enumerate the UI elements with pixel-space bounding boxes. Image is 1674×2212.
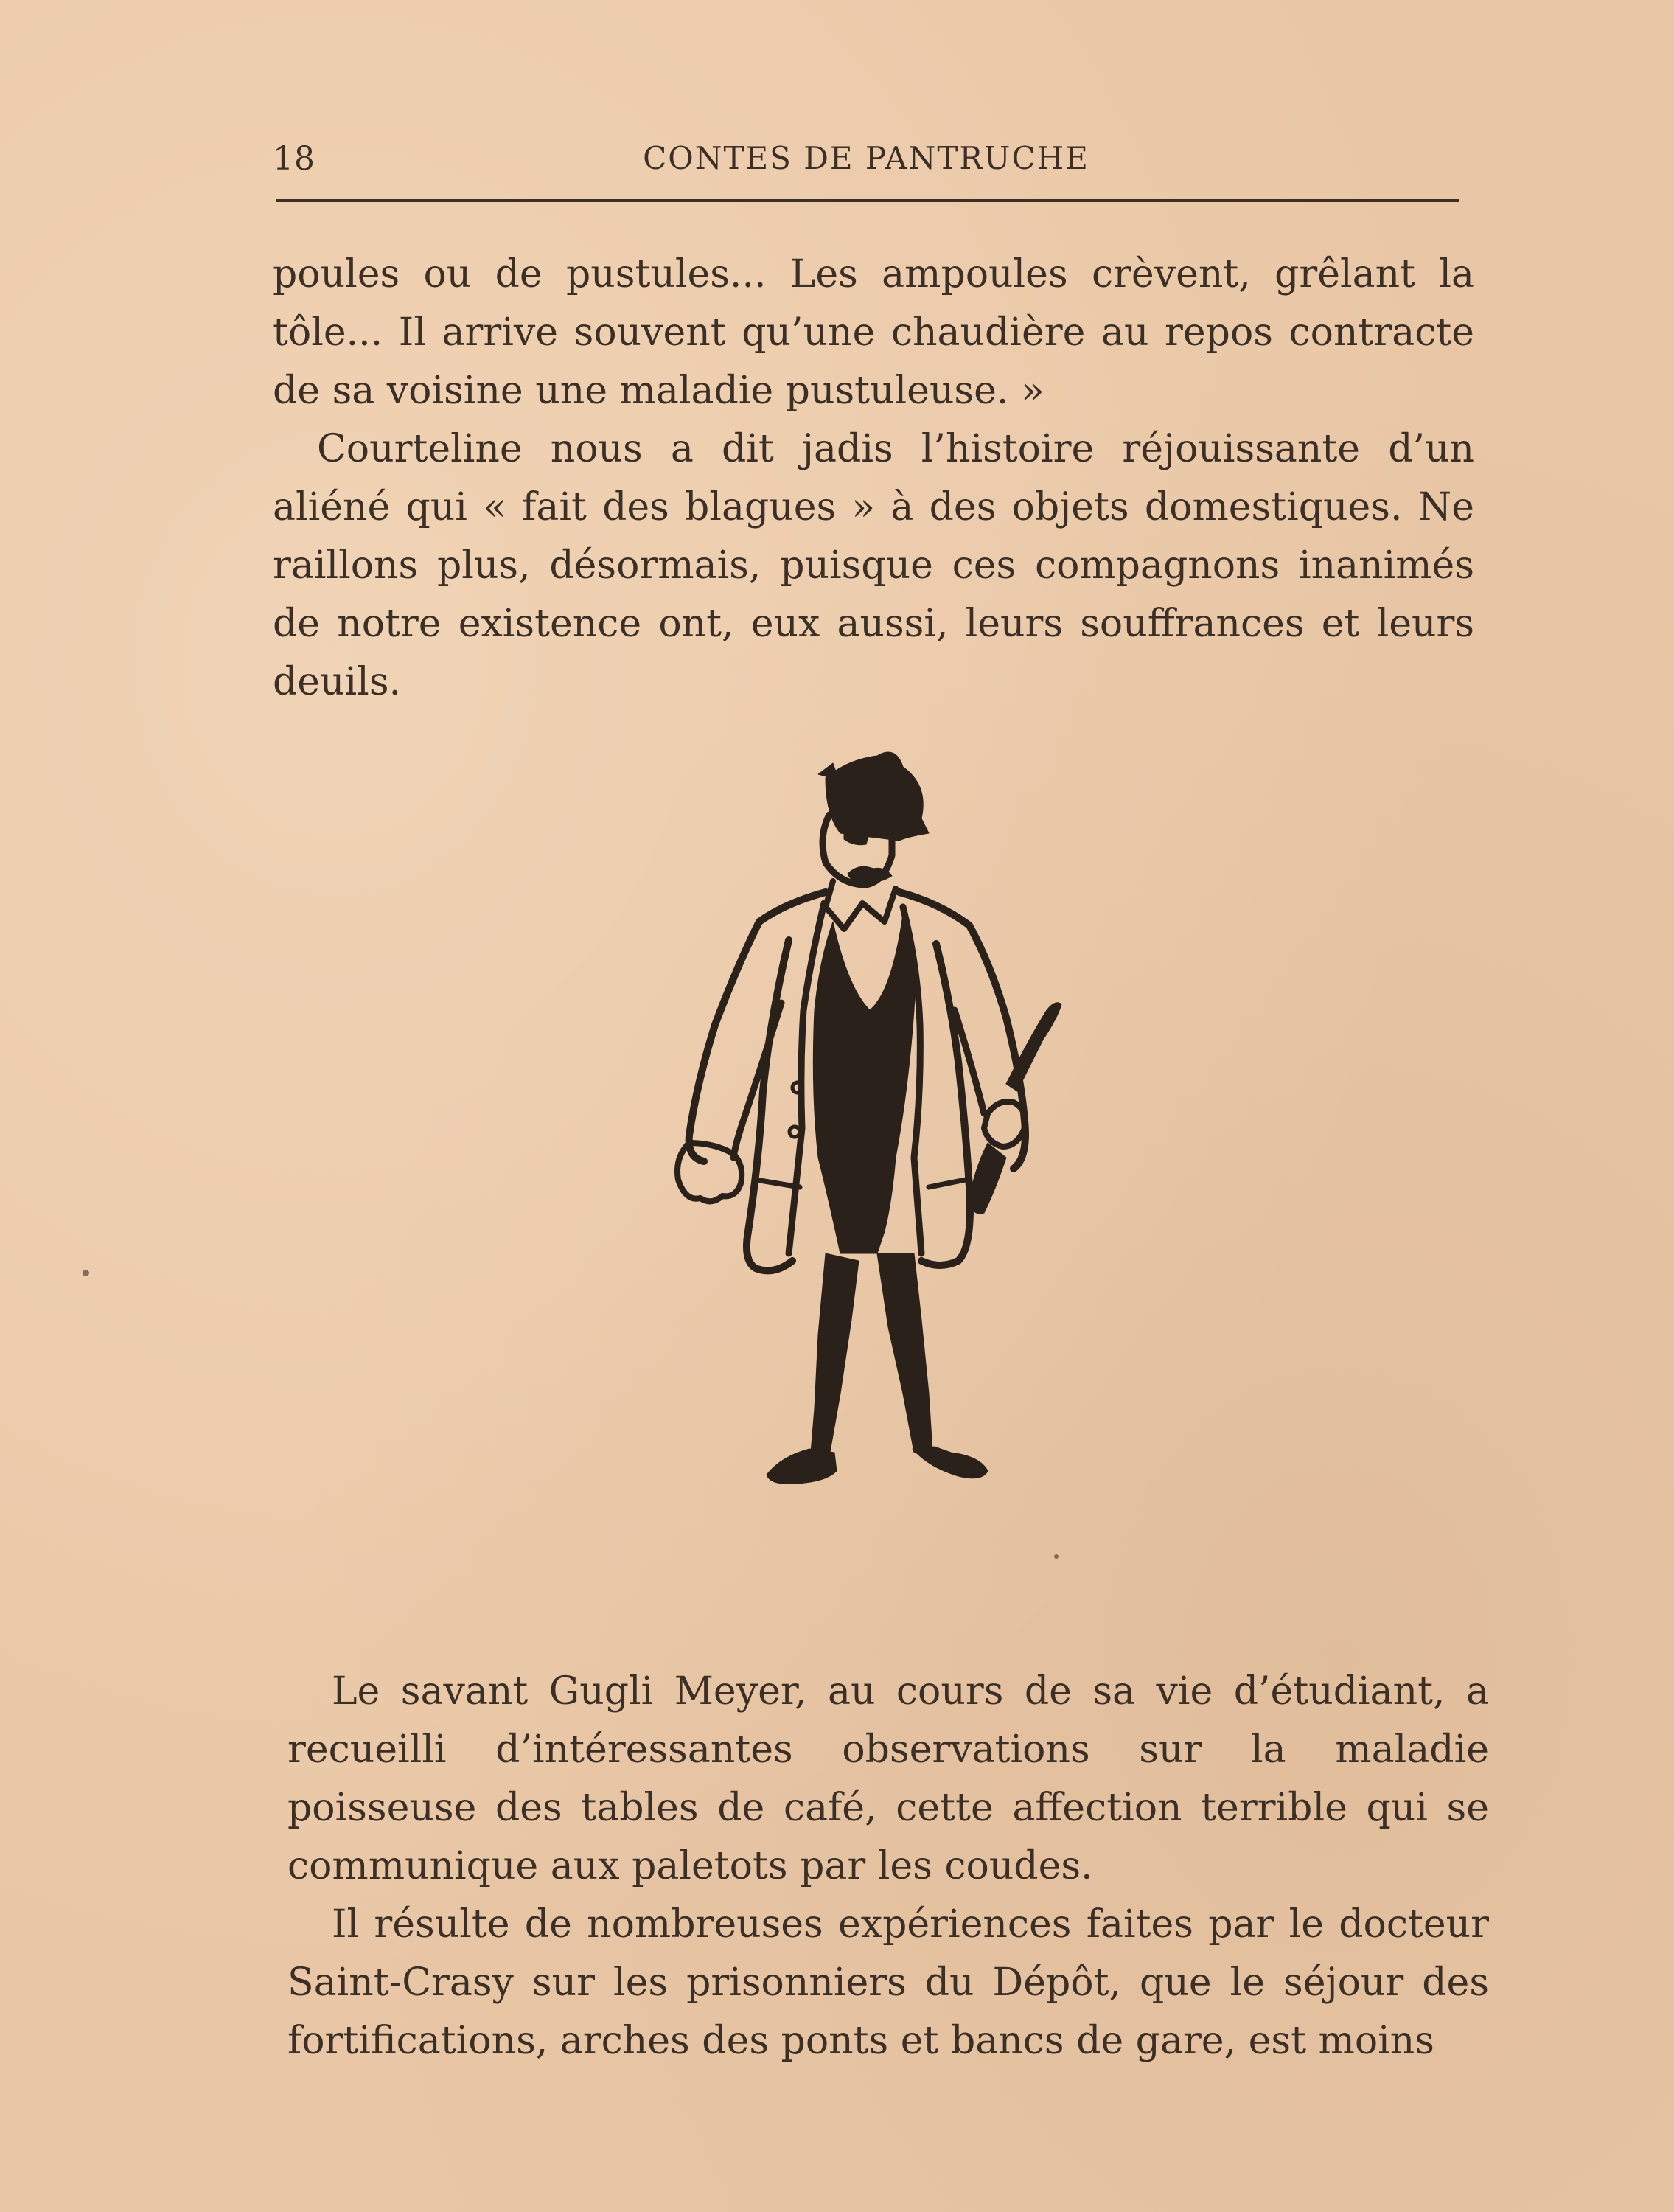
bottom-text-block xyxy=(287,1663,1489,2070)
man-with-pipe-wrench-illustration xyxy=(604,745,1135,1541)
paper-speck xyxy=(83,1270,89,1276)
top-paragraph-1: poules ou de pustules... Les ampoules crèvent, grêlant la tôle... Il arrive souvent qu’une chaudière au repos contracte de sa voisine une maladie pustuleuse. » xyxy=(273,252,1474,413)
bottom-paragraph-1: Le savant Gugli Meyer, au cours de sa vie d’étudiant, a recueilli d’intéressantes observations sur la maladie poisseuse des tables de café, cette affection terrible qui se communique aux paletots par les coudes. xyxy=(287,1669,1489,1888)
paper-speck xyxy=(1054,1554,1059,1559)
bottom-paragraph-2: Il résulte de nombreuses expériences faites par le docteur Saint-Crasy sur les prisonniers du Dépôt, que le séjour des fortifications, arches des ponts et bancs de gare, est moins xyxy=(287,1902,1489,2063)
top-text-block xyxy=(273,246,1474,712)
running-title: CONTES DE PANTRUCHE xyxy=(643,140,1089,176)
top-paragraph-2: Courteline nous a dit jadis l’histoire réjouissante d’un aliéné qui « fait des blagues » à des objets domestiques. Ne raillons plus, désormais, puisque ces compagnons inanimés de notre existence ont, eux aussi, leurs souffrances et leurs deuils. xyxy=(273,427,1474,704)
header-rule xyxy=(276,199,1459,202)
hat-shape xyxy=(826,752,929,841)
page-number: 18 xyxy=(273,140,315,178)
page-header xyxy=(273,140,1459,184)
